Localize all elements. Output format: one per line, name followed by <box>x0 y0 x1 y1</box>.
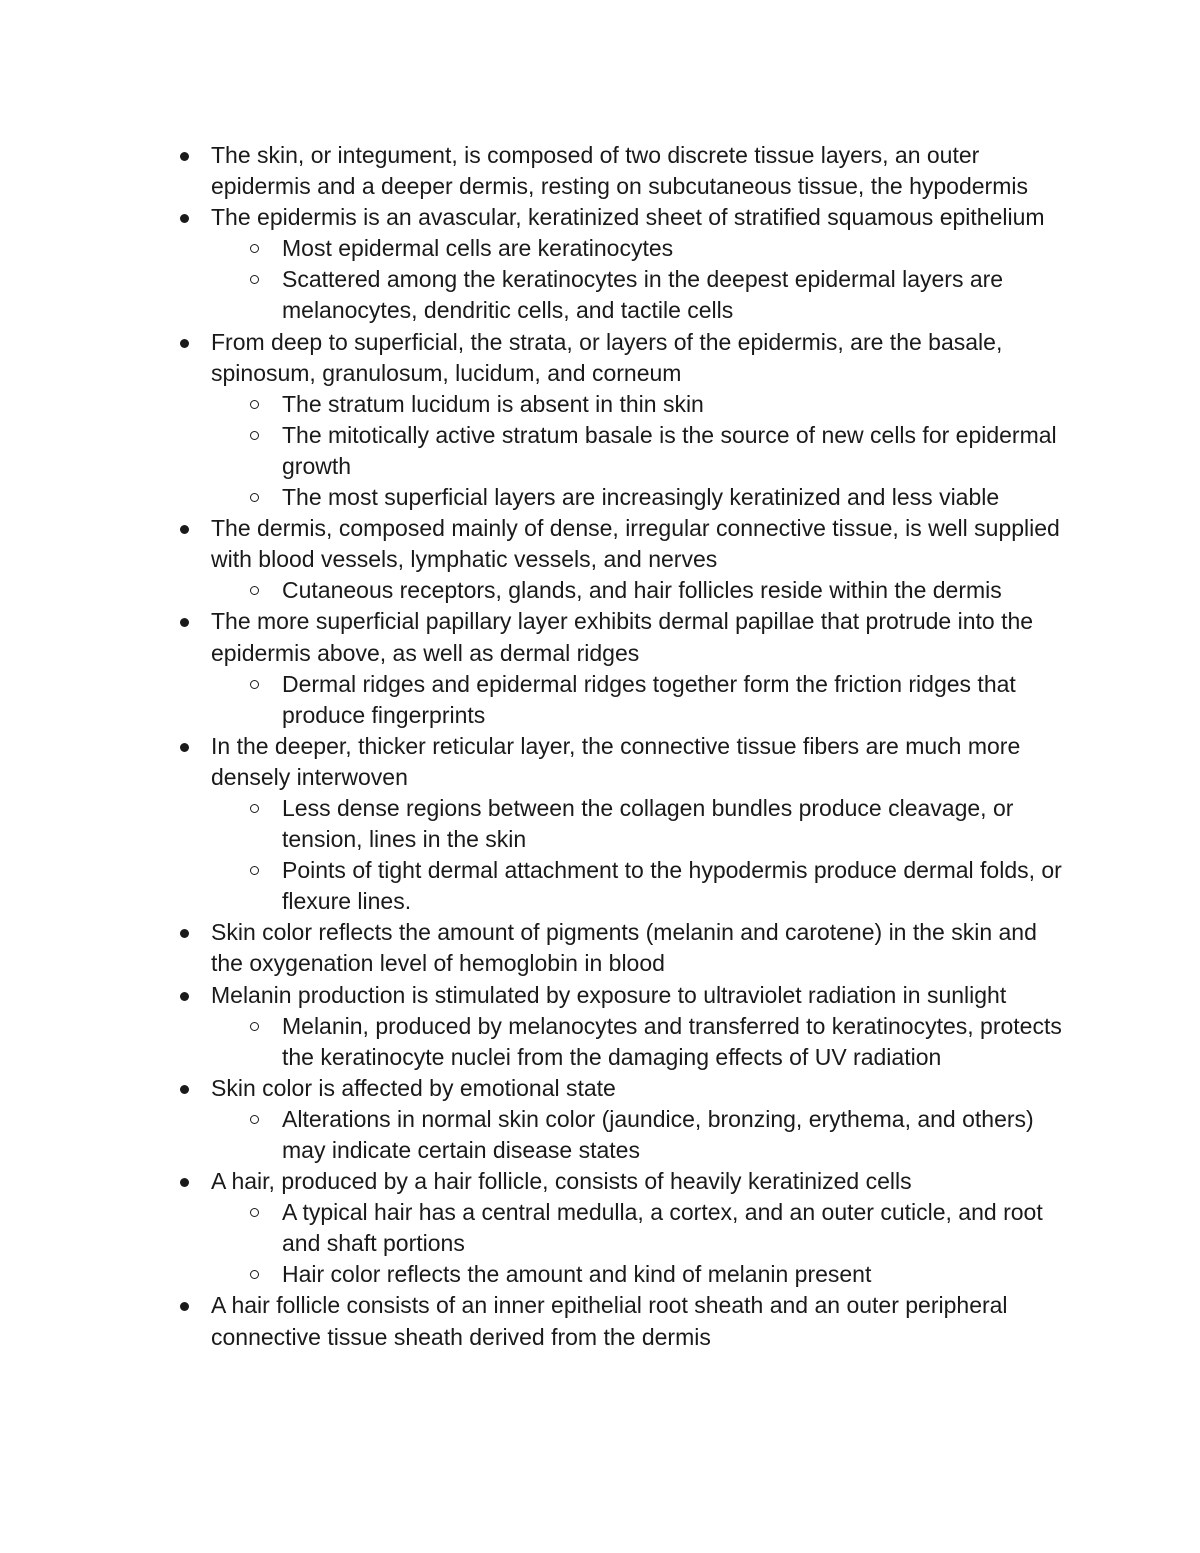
sub-bullet-item <box>282 482 1071 513</box>
bullet-item <box>211 1073 1071 1166</box>
sub-bullet-list <box>211 793 1071 917</box>
bullet-item <box>211 327 1071 514</box>
sub-bullet-text: A typical hair has a central medulla, a cortex, and an outer cuticle, and root and shaft portions <box>282 1199 1043 1257</box>
bullet-item <box>211 606 1071 730</box>
sub-bullet-item <box>282 420 1071 482</box>
sub-bullet-text: Dermal ridges and epidermal ridges together form the friction ridges that produce fingerprints <box>282 670 1016 728</box>
bullet-item <box>211 917 1071 979</box>
sub-bullet-text: Scattered among the keratinocytes in the deepest epidermal layers are melanocytes, dendritic cells, and tactile cells <box>282 266 1004 324</box>
sub-bullet-text: Less dense regions between the collagen bundles produce cleavage, or tension, lines in the skin <box>282 794 1014 853</box>
sub-bullet-list <box>211 389 1071 513</box>
sub-bullet-text: Most epidermal cells are keratinocytes <box>282 235 674 262</box>
sub-bullet-item <box>282 575 1071 606</box>
sub-bullet-list <box>211 575 1071 606</box>
sub-bullet-list <box>211 1104 1071 1166</box>
bullet-item <box>211 980 1071 1073</box>
bullet-item <box>211 1290 1071 1352</box>
bullet-text: Skin color reflects the amount of pigments (melanin and carotene) in the skin and the oxygenation level of hemoglobin in blood <box>211 919 1037 977</box>
sub-bullet-text: The mitotically active stratum basale is the source of new cells for epidermal growth <box>282 421 1057 479</box>
bullet-text: From deep to superficial, the strata, or layers of the epidermis, are the basale, spinosum, granulosum, lucidum, and corneum <box>211 328 1003 386</box>
bullet-text: The epidermis is an avascular, keratinized sheet of stratified squamous epithelium <box>211 204 1045 231</box>
sub-bullet-item <box>282 389 1071 420</box>
sub-bullet-text: The most superficial layers are increasingly keratinized and less viable <box>282 484 1000 511</box>
bullet-item <box>211 202 1071 326</box>
bullet-item <box>211 140 1071 202</box>
bullet-text: The more superficial papillary layer exhibits dermal papillae that protrude into the epidermis above, as well as dermal ridges <box>211 608 1034 666</box>
sub-bullet-item <box>282 669 1071 731</box>
sub-bullet-text: Alterations in normal skin color (jaundice, bronzing, erythema, and others) may indicate certain disease states <box>282 1105 1034 1163</box>
sub-bullet-text: Hair color reflects the amount and kind of melanin present <box>282 1261 872 1288</box>
bullet-text: A hair follicle consists of an inner epithelial root sheath and an outer peripheral connective tissue sheath derived from the dermis <box>211 1292 1008 1350</box>
sub-bullet-text: Cutaneous receptors, glands, and hair follicles reside within the dermis <box>282 577 1002 604</box>
bullet-item <box>211 513 1071 606</box>
sub-bullet-text: The stratum lucidum is absent in thin skin <box>282 390 704 417</box>
bullet-text: A hair, produced by a hair follicle, consists of heavily keratinized cells <box>211 1168 912 1195</box>
bullet-item <box>211 731 1071 918</box>
sub-bullet-item <box>282 1104 1071 1166</box>
sub-bullet-item <box>282 233 1071 264</box>
sub-bullet-item <box>282 1197 1071 1259</box>
sub-bullet-text: Points of tight dermal attachment to the hypodermis produce dermal folds, or flexure lines. <box>282 857 1062 915</box>
sub-bullet-list <box>211 669 1071 731</box>
sub-bullet-text: Melanin, produced by melanocytes and transferred to keratinocytes, protects the keratinocyte nuclei from the damaging effects of UV radiation <box>282 1012 1062 1070</box>
sub-bullet-item <box>282 1259 1071 1290</box>
sub-bullet-item <box>282 264 1071 326</box>
bullet-item <box>211 1166 1071 1290</box>
sub-bullet-item <box>282 1011 1071 1073</box>
sub-bullet-list <box>211 1011 1071 1073</box>
notes-list <box>211 140 1071 1353</box>
bullet-text: The skin, or integument, is composed of two discrete tissue layers, an outer epidermis and a deeper dermis, resting on subcutaneous tissue, the hypodermis <box>211 142 1028 200</box>
bullet-text: In the deeper, thicker reticular layer, the connective tissue fibers are much more densely interwoven <box>211 732 1021 790</box>
sub-bullet-item <box>282 855 1071 917</box>
sub-bullet-list <box>211 1197 1071 1290</box>
bullet-text: Melanin production is stimulated by exposure to ultraviolet radiation in sunlight <box>211 981 1007 1008</box>
bullet-text: Skin color is affected by emotional state <box>211 1074 616 1101</box>
bullet-text: The dermis, composed mainly of dense, irregular connective tissue, is well supplied with blood vessels, lymphatic vessels, and nerves <box>211 515 1060 573</box>
sub-bullet-list <box>211 233 1071 326</box>
sub-bullet-item <box>282 793 1071 855</box>
